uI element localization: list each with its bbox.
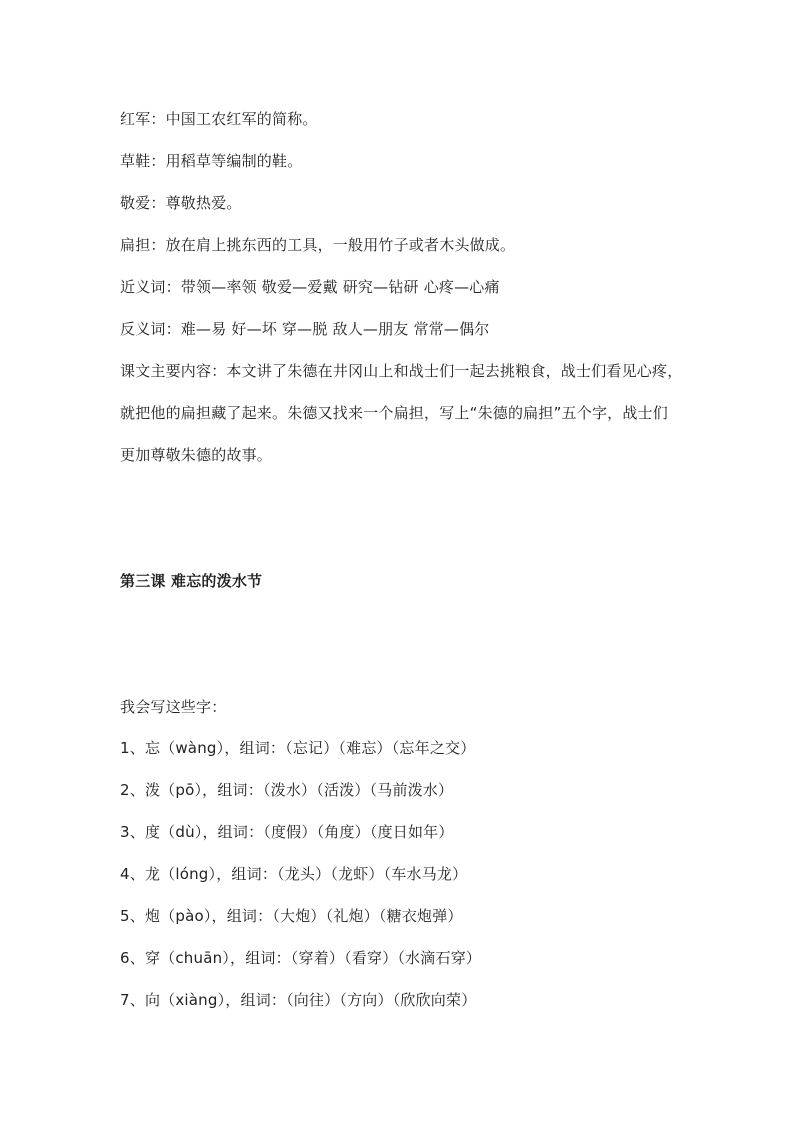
summary-line-1: 课文主要内容：本文讲了朱德在井冈山上和战士们一起去挑粮食，战士们看见心疼， bbox=[120, 362, 683, 380]
character-item-2: 2、泼（pō），组词：（泼水）（活泼）（马前泼水） bbox=[120, 781, 454, 799]
antonyms-line: 反义词：难—易 好—坏 穿—脱 敌人—朋友 常常—偶尔 bbox=[120, 320, 490, 338]
definition-biandan: 扁担：放在肩上挑东西的工具，一般用竹子或者木头做成。 bbox=[120, 236, 516, 254]
write-heading: 我会写这些字： bbox=[120, 698, 227, 716]
definition-hongjun: 红军：中国工农红军的简称。 bbox=[120, 110, 318, 128]
definition-caoxie: 草鞋：用稻草等编制的鞋。 bbox=[120, 152, 303, 170]
character-item-7: 7、向（xiàng），组词：（向往）（方向）（欣欣向荣） bbox=[120, 991, 477, 1009]
character-item-4: 4、龙（lóng），组词：（龙头）（龙虾）（车水马龙） bbox=[120, 865, 468, 883]
character-item-3: 3、度（dù），组词：（度假）（角度）（度日如年） bbox=[120, 823, 454, 841]
summary-line-3: 更加尊敬朱德的故事。 bbox=[120, 446, 273, 464]
synonyms-line: 近义词：带领—率领 敬爱—爱戴 研究—钻研 心疼—心痛 bbox=[120, 278, 500, 296]
character-item-1: 1、忘（wàng），组词：（忘记）（难忘）（忘年之交） bbox=[120, 739, 476, 757]
definition-jingai: 敬爱：尊敬热爱。 bbox=[120, 194, 242, 212]
summary-line-2: 就把他的扁担藏了起来。朱德又找来一个扁担，写上“朱德的扁担”五个字，战士们 bbox=[120, 404, 668, 422]
character-item-6: 6、穿（chuān），组词：（穿着）（看穿）（水滴石穿） bbox=[120, 949, 482, 967]
character-item-5: 5、炮（pào），组词：（大炮）（礼炮）（糖衣炮弹） bbox=[120, 907, 463, 925]
lesson-title: 第三课 难忘的泼水节 bbox=[120, 572, 263, 590]
